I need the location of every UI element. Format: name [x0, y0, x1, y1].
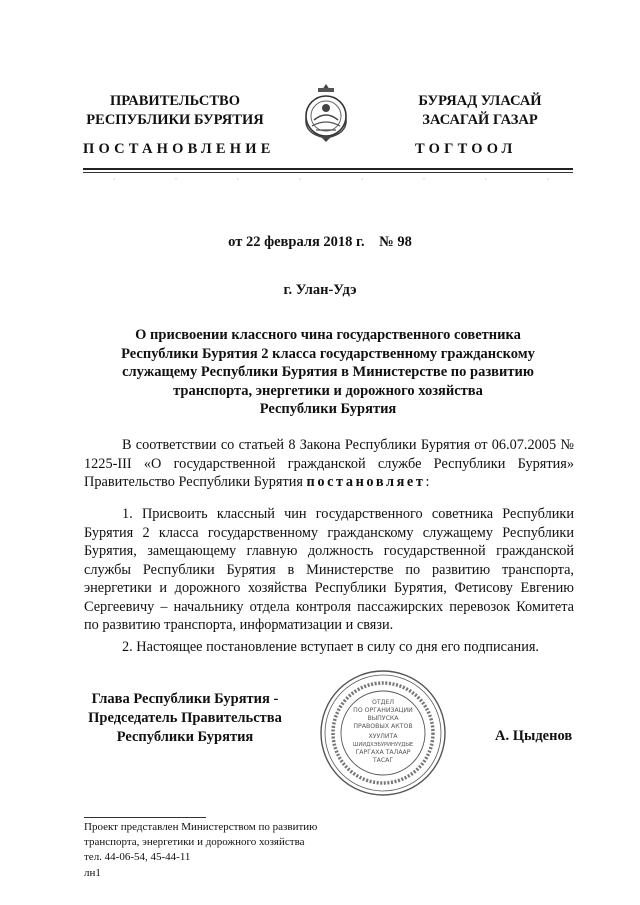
preamble-keyword: постановляет [306, 474, 426, 490]
item-1-paragraph [84, 505, 574, 635]
document-date: от 22 февраля 2018 г. [228, 234, 365, 250]
position-line-3: Республики Бурятия [116, 729, 254, 745]
item-2-text: 2. Настоящее постановление вступает в силу со дня его подписания. [122, 639, 539, 655]
header-divider-thick [83, 168, 573, 170]
preamble-text: В соответствии со статьей 8 Закона Республики Бурятия от 06.07.2005 № 1225-III «О государственной гражданской службе Республики Бурятия» Правительство Республики Бурятия [84, 437, 574, 490]
subject-line-2: Республики Бурятия 2 класса государственному гражданскому [121, 345, 535, 362]
coat-of-arms-icon [298, 80, 354, 144]
signatory-position [80, 690, 290, 747]
position-line-2: Председатель Правительства [88, 710, 282, 726]
preamble-end: : [425, 474, 430, 490]
header-right-line-1: БУРЯАД УЛАСАЙ [418, 93, 542, 109]
seal-line-2: ПО ОРГАНИЗАЦИИ [353, 707, 413, 714]
seal-line-7: ГАРГАХА ТАЛААР [355, 749, 411, 756]
header-left [70, 92, 280, 130]
seal-line-4: ПРАВОВЫХ АКТОВ [353, 723, 413, 730]
date-line [0, 234, 640, 251]
subject-line-4: транспорта, энергетики и дорожного хозяйства [173, 382, 483, 399]
header-left-line-2: РЕСПУБЛИКИ БУРЯТИЯ [86, 112, 264, 128]
signatory-name: А. Цыденов [495, 728, 573, 744]
header-right [380, 92, 580, 130]
item-1-text: 1. Присвоить классный чин государственного советника Республики Бурятия 2 класса государственному гражданскому служащему Республики Бурятия, замещающему главную должность государственной гражданской службы Республики Бурятия в Министерстве по развитию транспорта, энергетики и дорожного хозяйства Республики Бурятия, Фетисову Евгению Сергеевичу – начальнику отдела контроля пассажирских перевозок Комитета по развитию транспорта, информатизации и связи. [84, 506, 574, 633]
seal-line-6: ШИИДХЭБУРИНУУДЫЕ [352, 742, 414, 748]
header-right-line-2: ЗАСАГАЙ ГАЗАР [422, 112, 538, 128]
footnote-line-3: тел. 44-06-54, 45-44-11 [84, 851, 191, 863]
header-left-line-1: ПРАВИТЕЛЬСТВО [110, 93, 240, 109]
footnote [84, 820, 317, 865]
seal-line-3: ВЫПУСКА [367, 715, 399, 722]
doc-type-left: ПОСТАНОВЛЕНИЕ [83, 141, 275, 157]
preamble-paragraph [84, 436, 574, 492]
doc-type-right: ТОГТООЛ [415, 141, 517, 157]
footnote-line-1: Проект представлен Министерством по развитию [84, 821, 318, 833]
header-dotted-line [83, 176, 573, 182]
seal-line-1: ОТДЕЛ [371, 699, 395, 706]
position-line-1: Глава Республики Бурятия - [91, 691, 279, 707]
subject-line-5: Республики Бурятия [259, 401, 397, 417]
footnote-line-2: транспорта, энергетики и дорожного хозяйства [84, 836, 305, 848]
subject-line-1: О присвоении классного чина государственного советника [135, 327, 521, 343]
subject-line-3: служащему Республики Бурятия в Министерстве по развитию [122, 364, 534, 380]
city: г. Улан-Удэ [283, 282, 357, 298]
seal-line-8: ТАСАГ [372, 757, 394, 764]
document-number: № 98 [379, 234, 412, 250]
seal-line-5: ХУУЛИТА [368, 733, 398, 740]
header-divider-thin [83, 172, 573, 173]
footnote-rule [84, 817, 206, 818]
document-code: лн1 [84, 867, 101, 879]
official-seal-stamp [318, 668, 448, 798]
document-subject [90, 326, 566, 419]
item-2-paragraph [84, 638, 574, 657]
